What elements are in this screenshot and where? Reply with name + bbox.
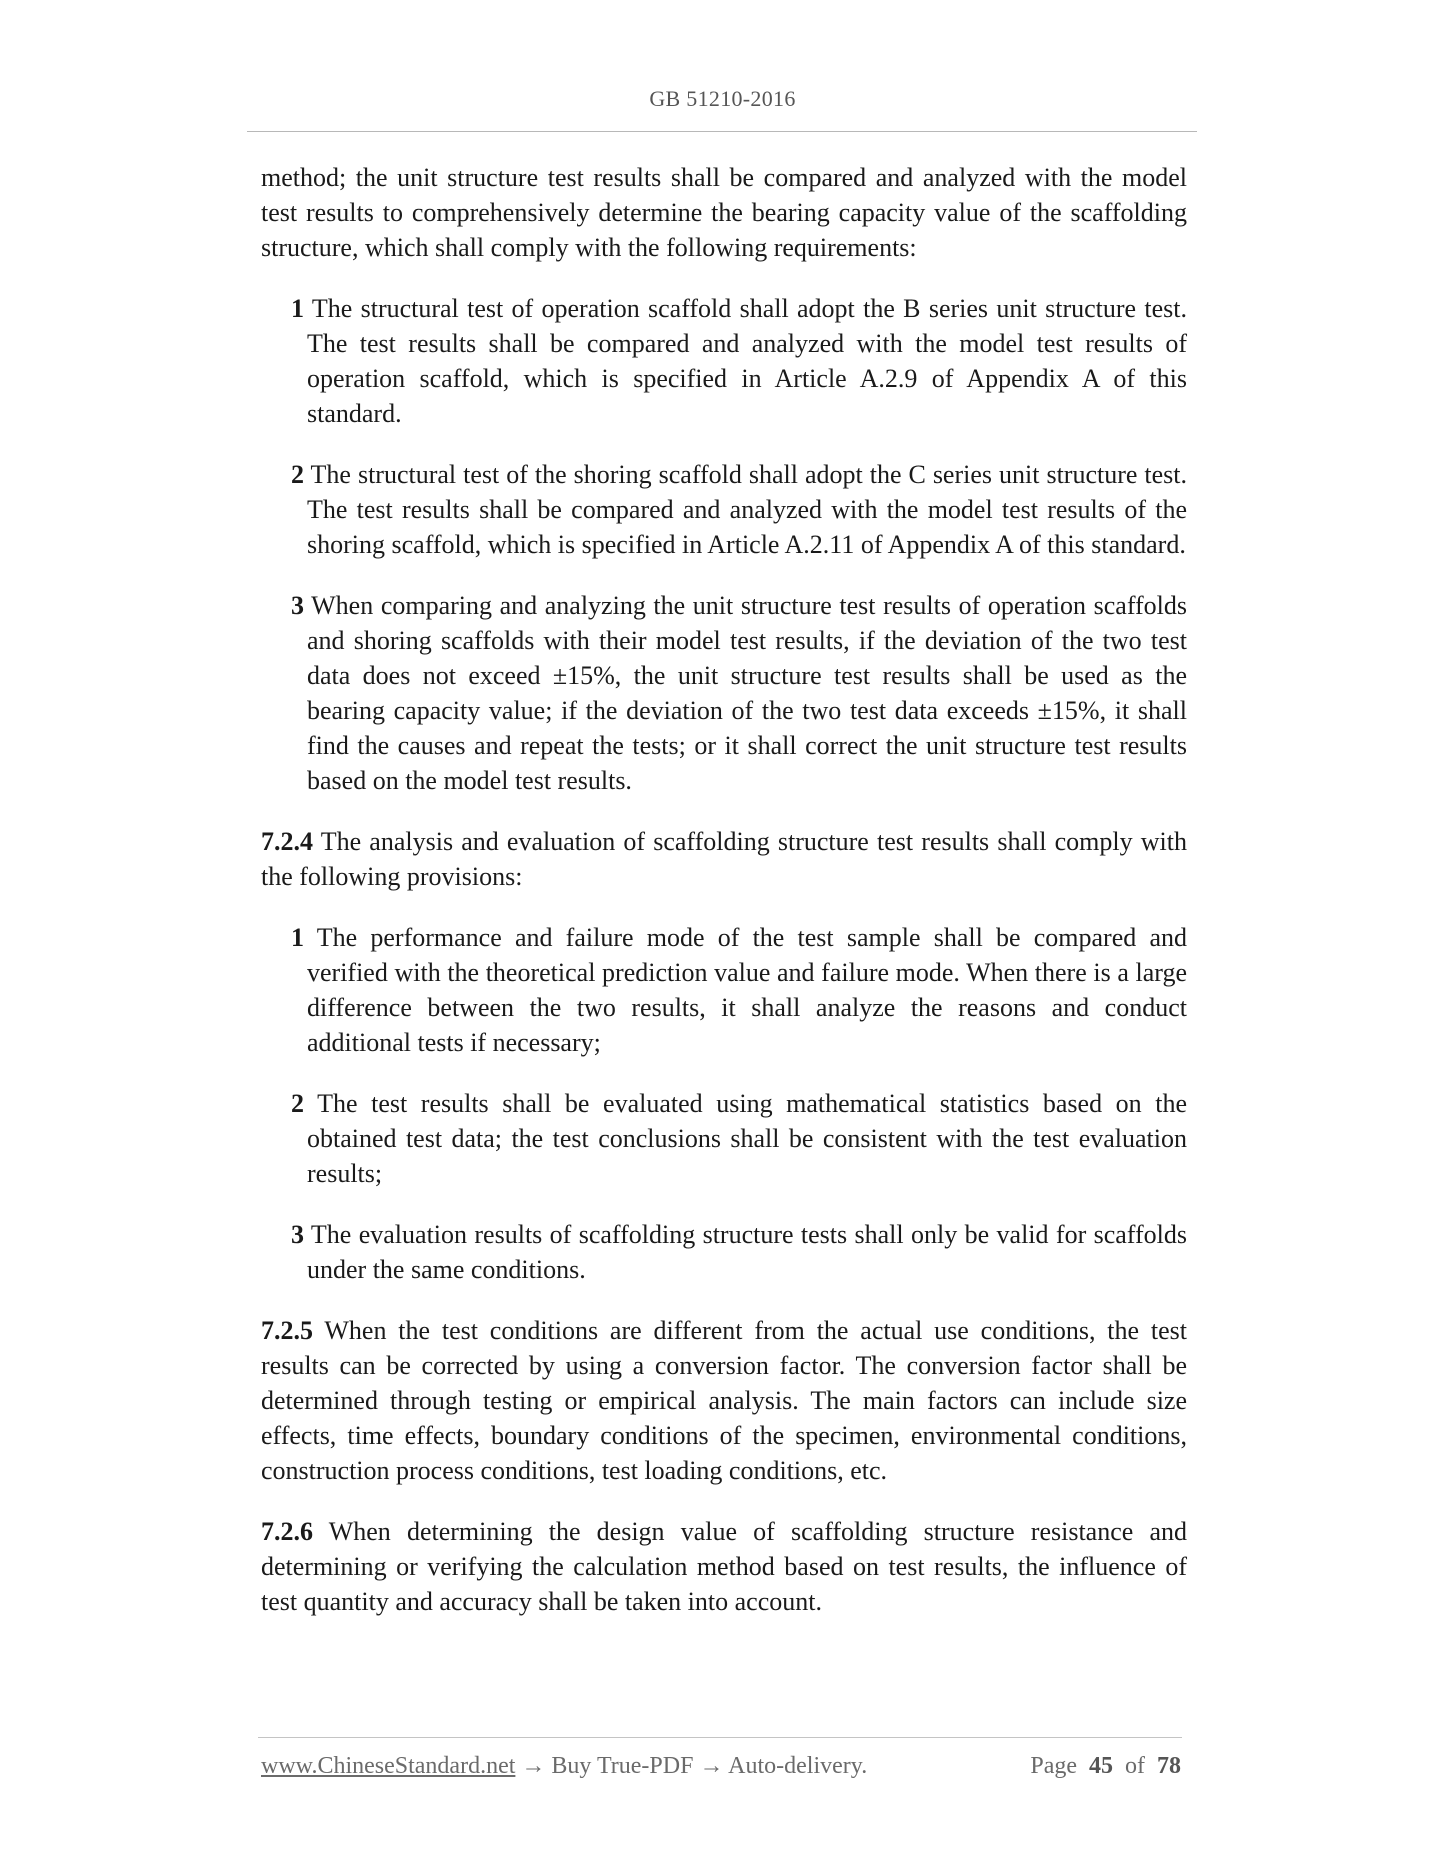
arrow-right-icon: → (521, 1753, 546, 1779)
clause-7-2-4 (261, 824, 1187, 894)
item-text: The structural test of operation scaffold shall adopt the B series unit structure test. The test results shall be compared and analyzed with the model test results of operation scaffold, which is specified in Article A.2.9 of Appendix A of this standard. (307, 294, 1188, 428)
auto-delivery-text: Auto-delivery. (728, 1753, 868, 1779)
item-number: 2 (291, 1089, 304, 1118)
item-text: The evaluation results of scaffolding structure tests shall only be valid for scaffolds under the same conditions. (307, 1220, 1187, 1284)
item-text: The structural test of the shoring scaffold shall adopt the C series unit structure test. The test results shall be compared and analyzed with the model test results of the shoring scaffold, which is specified in Article A.2.11 of Appendix A of this standard. (307, 460, 1188, 559)
buy-true-pdf-text: Buy True-PDF (551, 1753, 694, 1779)
intro-paragraph: method; the unit structure test results shall be compared and analyzed with the model test results to comprehensively determine the bearing capacity value of the scaffolding structure, which shall comply with the following requirements: (261, 163, 1187, 262)
page-indicator (1030, 1753, 1181, 1780)
clause-number: 7.2.4 (261, 827, 313, 856)
footer-promo (261, 1753, 867, 1780)
list-item (291, 588, 1187, 798)
clause-7-2-5 (261, 1313, 1187, 1488)
clause-number: 7.2.6 (261, 1517, 313, 1546)
clause-number: 7.2.5 (261, 1316, 313, 1345)
item-text: When comparing and analyzing the unit structure test results of operation scaffolds and shoring scaffolds with their model test results, if the deviation of the two test data does not exceed ±15%, the unit structure test results shall be used as the bearing capacity value; if the deviation of the two test data exceeds ±15%, it shall find the causes and repeat the tests; or it shall correct the unit structure test results based on the model test results. (307, 591, 1188, 795)
page-total: 78 (1157, 1753, 1181, 1779)
list-item (291, 457, 1187, 562)
list-item (291, 291, 1187, 431)
arrow-right-icon: → (699, 1753, 724, 1779)
header-standard-code: GB 51210-2016 (649, 86, 796, 111)
item-text: The test results shall be evaluated using mathematical statistics based on the obtained test data; the test conclusions shall be consistent with the test evaluation results; (307, 1089, 1188, 1188)
footer-divider (258, 1737, 1182, 1738)
page-number: 45 (1089, 1753, 1113, 1779)
list-item (291, 1217, 1187, 1287)
list-item (291, 920, 1187, 1060)
item-number: 2 (291, 460, 304, 489)
header-divider (247, 131, 1197, 132)
clause-text: The analysis and evaluation of scaffolding structure test results shall comply with the following provisions: (261, 827, 1187, 891)
item-number: 3 (291, 1220, 304, 1249)
clause-7-2-6 (261, 1514, 1187, 1619)
item-number: 3 (291, 591, 304, 620)
clause-text: When determining the design value of scaffolding structure resistance and determining or verifying the calculation method based on test results, the influence of test quantity and accuracy shall be taken into account. (261, 1517, 1187, 1616)
page-label: Page (1030, 1753, 1077, 1779)
item-number: 1 (291, 294, 304, 323)
page-body (261, 160, 1187, 1645)
clause-text: When the test conditions are different from the actual use conditions, the test results can be corrected by using a conversion factor. The conversion factor shall be determined through testing or empirical analysis. The main factors can include size effects, time effects, boundary conditions of the specimen, environmental conditions, construction process conditions, test loading conditions, etc. (261, 1316, 1188, 1485)
of-label: of (1125, 1753, 1145, 1779)
chinesestandard-link[interactable]: www.ChineseStandard.net (261, 1753, 516, 1779)
item-text: The performance and failure mode of the test sample shall be compared and verified with the theoretical prediction value and failure mode. When there is a large difference between the two results, it shall analyze the reasons and conduct additional tests if necessary; (307, 923, 1188, 1057)
item-number: 1 (291, 923, 304, 952)
list-item (291, 1086, 1187, 1191)
